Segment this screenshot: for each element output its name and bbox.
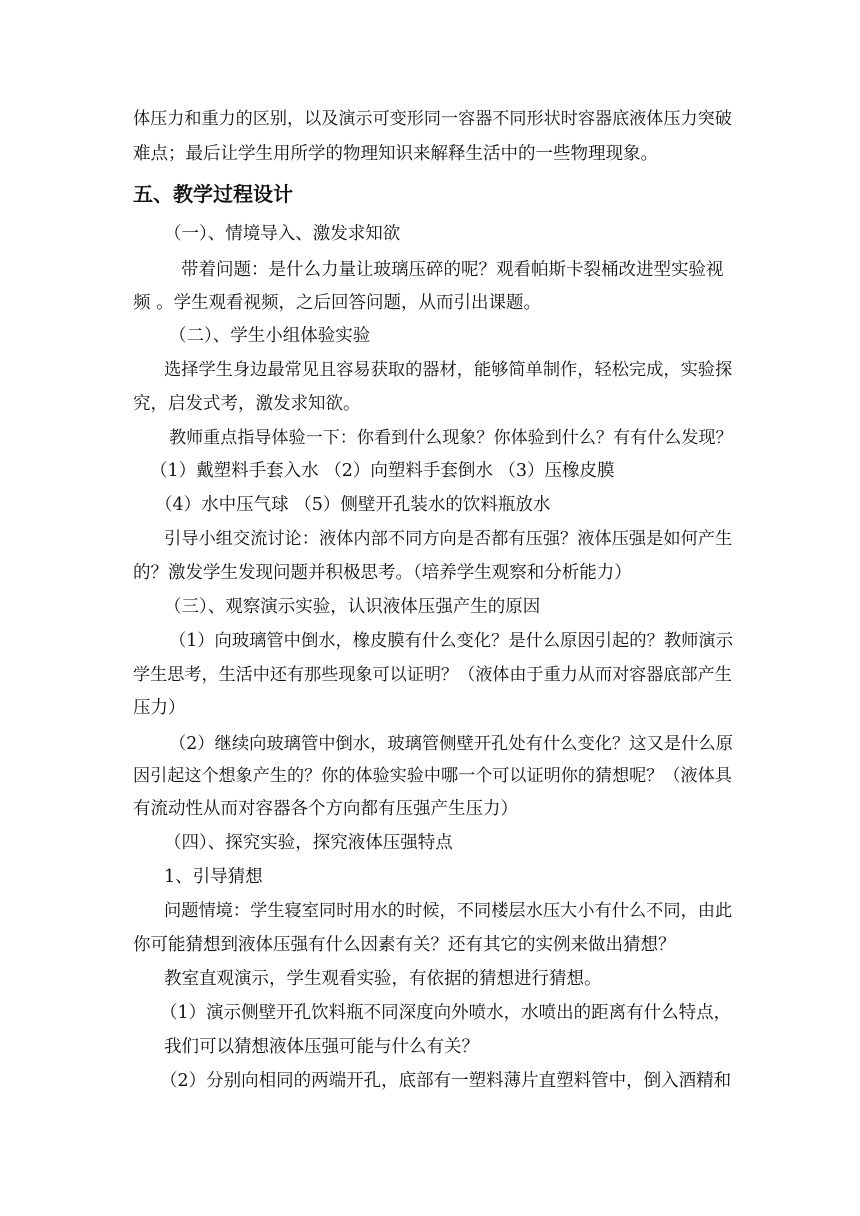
paragraph-line: 因引起这个想象产生的？你的体验实验中哪一个可以证明你的猜想呢？（液体具 (133, 766, 732, 786)
paragraph-line: 有流动性从而对容器各个方向都有压强产生压力） (133, 799, 518, 819)
paragraph-line: （2）继续向玻璃管中倒水，玻璃管侧壁开孔处有什么变化？这又是什么原 (169, 734, 733, 754)
paragraph-line: 压力） (133, 698, 186, 718)
subsection-heading: （三）、观察演示实验，认识液体压强产生的原因 (164, 597, 541, 617)
paragraph-line: 引导小组交流讨论：液体内部不同方向是否都有压强？液体压强是如何产生 (164, 529, 733, 549)
subsection-heading: （四）、探究实验，探究液体压强特点 (164, 833, 453, 853)
paragraph-line: 学生思考，生活中还有那些现象可以证明？（液体由于重力从而对容器底部产生 (133, 665, 732, 685)
step-heading: 1、引导猜想 (164, 867, 263, 887)
subsection-heading: （二）、学生小组体验实验 (169, 326, 371, 346)
paragraph-line: 的？激发学生发现问题并积极思考。（培养学生观察和分析能力） (133, 563, 632, 583)
list-item: （1）演示侧壁开孔饮料瓶不同深度向外喷水，水喷出的距离有什么特点， (160, 1003, 732, 1023)
paragraph-line: 我们可以猜想液体压强可能与什么有关？ (164, 1037, 479, 1057)
paragraph-line: 难点；最后让学生用所学的物理知识来解释生活中的一些物理现象。 (133, 144, 658, 164)
paragraph-line: 体压力和重力的区别，以及演示可变形同一容器不同形状时容器底液体压力突破 (133, 109, 732, 129)
paragraph-line: 究，启发式考，激发求知欲。 (133, 394, 361, 414)
paragraph-line: 教室直观演示，学生观看实验，有依据的猜想进行猜想。 (164, 969, 602, 989)
paragraph-line: 选择学生身边最常见且容易获取的器材，能够简单制作，轻松完成，实验探 (164, 360, 733, 380)
paragraph-line: （1）向玻璃管中倒水，橡皮膜有什么变化？是什么原因引起的？教师演示 (169, 631, 733, 651)
section-heading: 五、教学过程设计 (133, 182, 293, 206)
paragraph-line: 问题情境：学生寝室同时用水的时候，不同楼层水压大小有什么不同，由此 (164, 901, 733, 921)
list-item: （1）戴塑料手套入水 （2）向塑料手套倒水 （3）压橡皮膜 (150, 461, 615, 481)
subsection-heading: （一）、情境导入、激发求知欲 (164, 224, 401, 244)
paragraph-line: 你可能猜想到液体压强有什么因素有关？还有其它的实例来做出猜想？ (133, 935, 676, 955)
list-item: （4）水中压气球 （5）侧壁开孔装水的饮料瓶放水 (155, 495, 551, 515)
paragraph-line: 教师重点指导体验一下：你看到什么现象？你体验到什么？有有什么发现？ (169, 428, 733, 448)
paragraph-line: 带着问题：是什么力量让玻璃压碎的呢？观看帕斯卡裂桶改进型实验视 (181, 260, 724, 280)
paragraph-line: 频 。学生观看视频，之后回答问题，从而引出课题。 (133, 293, 542, 313)
list-item: （2）分别向相同的两端开孔，底部有一塑料薄片直塑料管中，倒入酒精和 (160, 1071, 732, 1091)
